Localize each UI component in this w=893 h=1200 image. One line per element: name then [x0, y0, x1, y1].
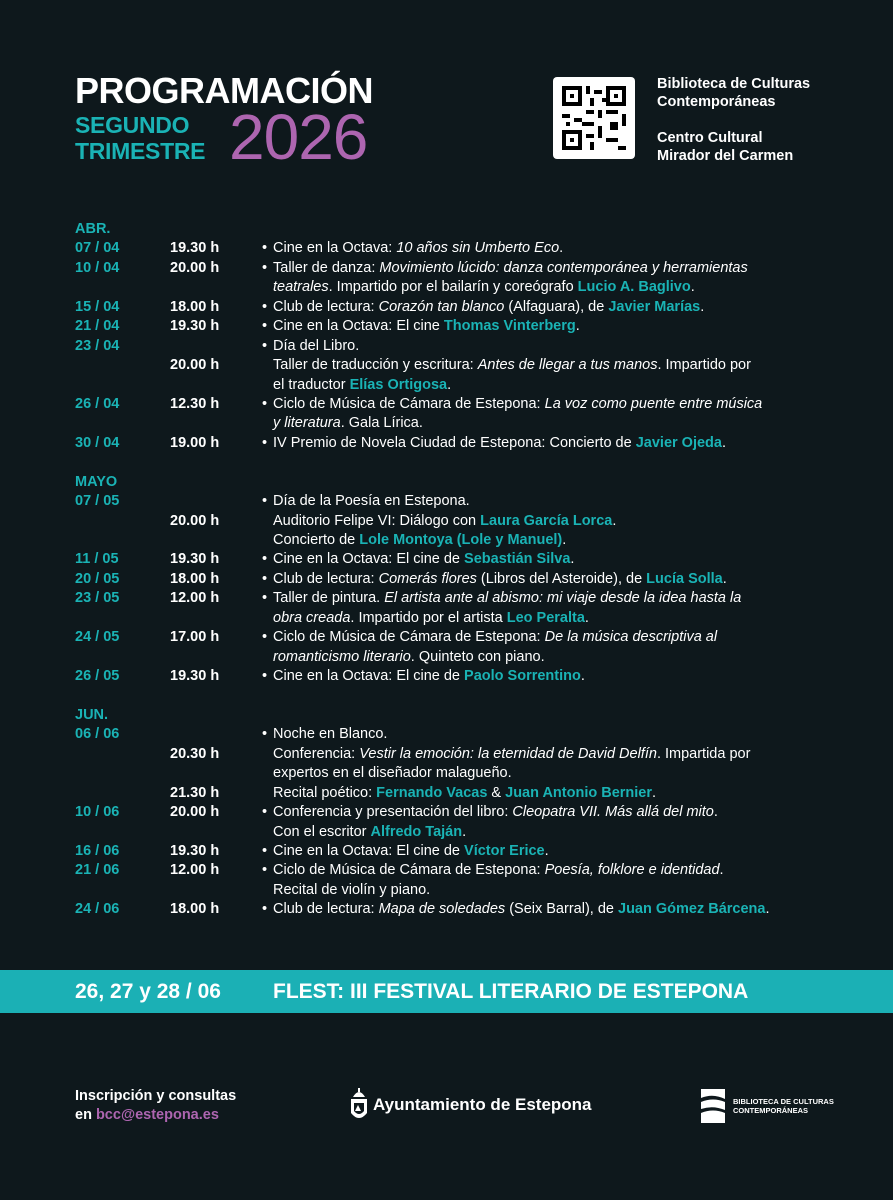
event-text: .	[765, 901, 770, 918]
event-row	[75, 239, 835, 258]
month-label: MAYO	[75, 473, 118, 490]
event-row	[75, 803, 835, 822]
bullet-icon: •	[262, 240, 268, 257]
event-text: Concierto de	[273, 532, 360, 548]
highlighted-name: Lole Montoya (Lole y Manuel)	[359, 532, 563, 548]
event-text: . Impartido por el artista	[350, 609, 507, 626]
event-text: (Seix Barral), de	[505, 901, 618, 918]
event-description	[273, 648, 545, 667]
event-description	[273, 900, 770, 919]
event-time: 19.30 h	[170, 318, 220, 335]
event-description	[273, 278, 695, 297]
event-text: .	[719, 862, 724, 879]
bullet-icon: •	[262, 590, 268, 607]
event-row	[75, 648, 835, 667]
highlighted-name: Juan Gómez Bárcena	[618, 901, 766, 918]
event-row	[75, 570, 835, 589]
event-text: Recital de violín y piano.	[273, 881, 431, 898]
event-row	[75, 531, 835, 550]
event-description	[273, 414, 423, 433]
subtitle-line1: SEGUNDO	[75, 112, 190, 138]
highlighted-name: Alfredo Taján	[370, 823, 463, 840]
event-date: 10 / 04	[75, 259, 120, 276]
bullet-icon: •	[262, 395, 268, 412]
venues	[657, 75, 810, 165]
event-text: .	[690, 279, 695, 296]
event-date: 21 / 06	[75, 862, 120, 879]
event-date: 23 / 05	[75, 590, 120, 607]
event-description	[273, 395, 762, 414]
event-text: Cine en la Octava:	[273, 240, 397, 257]
event-title-italic: La voz como puente entre música	[544, 395, 763, 412]
event-time: 21.30 h	[170, 784, 220, 801]
event-text: .	[559, 240, 564, 257]
event-text: Taller de danza:	[273, 259, 380, 276]
bullet-icon: •	[262, 337, 268, 354]
event-title-italic: 10 años sin Umberto Eco	[396, 240, 560, 257]
highlighted-name: Juan Antonio Bernier	[505, 784, 653, 801]
event-row	[75, 434, 835, 453]
highlighted-name: Javier Ojeda	[635, 434, 722, 451]
event-text: .	[580, 668, 585, 685]
event-text: Ciclo de Música de Cámara de Estepona:	[273, 862, 545, 879]
event-text: Ciclo de Música de Cámara de Estepona:	[273, 629, 545, 646]
event-time: 20.30 h	[170, 745, 220, 762]
event-title-italic: Corazón tan blanco	[378, 298, 505, 315]
event-text: .	[721, 434, 726, 451]
event-row	[75, 414, 835, 433]
bcc-logo-line1: BIBLIOTECA DE CULTURAS	[733, 1097, 834, 1106]
event-text: Noche en Blanco.	[273, 726, 388, 743]
event-description	[273, 239, 563, 258]
highlighted-name: Elías Ortigosa	[349, 376, 448, 393]
event-description	[273, 823, 466, 842]
title-programacion: PROGRAMACIÓN	[75, 70, 373, 111]
event-description	[273, 628, 717, 647]
event-row	[75, 823, 835, 842]
event-row	[75, 628, 835, 647]
highlighted-name: Javier Marías	[608, 298, 701, 315]
event-time: 17.00 h	[170, 629, 220, 646]
event-description	[273, 550, 574, 569]
bullet-icon: •	[262, 901, 268, 918]
event-row	[75, 298, 835, 317]
event-text: Ciclo de Música de Cámara de Estepona:	[273, 395, 545, 412]
event-text: Club de lectura:	[273, 298, 379, 315]
bullet-icon: •	[262, 298, 268, 315]
event-row	[75, 609, 835, 628]
event-title-italic: Antes de llegar a tus manos	[477, 357, 658, 374]
event-description	[273, 298, 704, 317]
event-text: .	[570, 551, 575, 568]
highlighted-name: Paolo Sorrentino	[464, 668, 581, 685]
bullet-icon: •	[262, 862, 268, 879]
event-row	[75, 550, 835, 569]
event-text: .	[544, 843, 549, 859]
event-text: . Impartida por	[656, 745, 751, 762]
event-text: (Alfaguara), de	[504, 298, 609, 315]
event-row	[75, 861, 835, 880]
program-schedule	[75, 220, 835, 939]
event-row	[75, 900, 835, 919]
event-row	[75, 745, 835, 764]
event-row	[75, 667, 835, 686]
event-text: Club de lectura:	[273, 570, 379, 587]
event-date: 24 / 05	[75, 629, 120, 646]
event-text: .	[584, 609, 589, 626]
event-text: Cine en la Octava: El cine de	[273, 668, 465, 685]
event-description	[273, 764, 512, 783]
event-text: .	[447, 376, 452, 393]
bullet-icon: •	[262, 629, 268, 646]
highlighted-name: Víctor Erice	[464, 843, 545, 859]
venue2-line2: Mirador del Carmen	[657, 148, 794, 164]
event-text: .	[562, 532, 567, 548]
qr-code-icon	[562, 86, 626, 150]
highlighted-name: Sebastián Silva	[464, 551, 571, 568]
bcc-logo-line2: CONTEMPORÁNEAS	[733, 1106, 809, 1115]
event-description	[273, 667, 585, 686]
event-description	[273, 725, 387, 744]
event-description	[273, 492, 470, 511]
event-text: .	[612, 512, 617, 529]
month-section	[75, 473, 835, 687]
event-text: Conferencia y presentación del libro:	[273, 804, 513, 821]
event-time: 20.00 h	[170, 357, 220, 374]
month-section	[75, 220, 835, 453]
highlighted-name: Laura García Lorca	[480, 512, 613, 529]
event-date: 07 / 04	[75, 240, 120, 257]
event-date: 26 / 05	[75, 668, 120, 685]
contact-prefix: en	[75, 1107, 96, 1123]
event-description	[273, 609, 589, 628]
event-text: . Impartido por	[657, 357, 751, 374]
event-title-italic: romanticismo literario	[273, 648, 411, 665]
festival-banner	[0, 970, 893, 1013]
event-row	[75, 492, 835, 511]
event-time: 18.00 h	[170, 570, 220, 587]
event-row	[75, 764, 835, 783]
contact-info	[75, 1087, 236, 1125]
event-row	[75, 317, 835, 336]
event-date: 15 / 04	[75, 298, 120, 315]
event-title-italic: y literatura	[273, 415, 341, 432]
bullet-icon: •	[262, 493, 268, 510]
event-text: .	[462, 823, 467, 840]
event-description	[273, 356, 751, 375]
event-text: &	[487, 784, 506, 801]
event-time: 20.00 h	[170, 512, 220, 529]
festival-dates: 26, 27 y 28 / 06	[75, 980, 221, 1003]
event-text: . Quinteto con piano.	[410, 648, 545, 665]
event-text: IV Premio de Novela Ciudad de Estepona: Concierto de	[273, 434, 636, 451]
bcc-logo	[701, 1089, 834, 1123]
event-title-italic: Movimiento lúcido: danza contemporánea y herramientas	[379, 259, 748, 276]
event-date: 26 / 04	[75, 395, 120, 412]
venue1-line2: Contemporáneas	[657, 94, 776, 110]
contact-label: Inscripción y consultas	[75, 1088, 237, 1104]
event-description	[273, 337, 359, 356]
bullet-icon: •	[262, 551, 268, 568]
ayuntamiento-logo	[349, 1087, 592, 1123]
event-time: 12.30 h	[170, 395, 220, 412]
event-text: . Impartido por el bailarín y coreógrafo	[328, 279, 578, 296]
bullet-icon: •	[262, 843, 268, 859]
venue2-line1: Centro Cultural	[657, 130, 763, 146]
subtitle-line2: TRIMESTRE	[75, 138, 206, 164]
event-title-italic: De la música descriptiva al	[544, 629, 718, 646]
event-row	[75, 337, 835, 356]
event-title-italic: teatrales	[273, 279, 329, 296]
bullet-icon: •	[262, 668, 268, 685]
event-text: Cine en la Octava: El cine de	[273, 843, 465, 859]
event-description	[273, 531, 566, 550]
month-label: JUN.	[75, 706, 109, 723]
event-description	[273, 745, 750, 764]
event-date: 21 / 04	[75, 318, 120, 335]
event-title-italic: Poesía, folklore e identidad	[544, 862, 720, 879]
month-label: ABR.	[75, 221, 111, 237]
event-text: Cine en la Octava: El cine de	[273, 551, 465, 568]
bullet-icon: •	[262, 570, 268, 587]
event-title-italic: Cleopatra VII. Más allá del mito	[512, 804, 714, 821]
event-row	[75, 376, 835, 395]
event-description	[273, 881, 430, 900]
ayuntamiento-name: Ayuntamiento de Estepona	[373, 1095, 592, 1114]
event-row	[75, 589, 835, 608]
event-row	[75, 259, 835, 278]
subtitle-trimester	[75, 112, 205, 164]
event-text: (Libros del Asteroide), de	[476, 570, 647, 587]
event-description	[273, 589, 741, 608]
event-date: 23 / 04	[75, 337, 120, 354]
event-time: 18.00 h	[170, 298, 220, 315]
event-date: 30 / 04	[75, 434, 120, 451]
event-date: 06 / 06	[75, 726, 120, 743]
event-row	[75, 512, 835, 531]
email-link[interactable]: bcc@estepona.es	[95, 1107, 219, 1123]
event-text: Día de la Poesía en Estepona.	[273, 493, 470, 510]
highlighted-name: Thomas Vinterberg	[443, 318, 576, 335]
event-time: 18.00 h	[170, 901, 220, 918]
event-description	[273, 317, 580, 336]
event-description	[273, 784, 656, 803]
event-title-italic: Mapa de soledades	[378, 901, 506, 918]
event-description	[273, 376, 451, 395]
event-description	[273, 512, 616, 531]
event-text: Recital poético:	[273, 784, 377, 801]
highlighted-name: Fernando Vacas	[376, 784, 488, 801]
event-description	[273, 434, 726, 453]
event-text: Conferencia:	[273, 745, 360, 762]
event-time: 19.30 h	[170, 240, 220, 257]
bullet-icon: •	[262, 726, 268, 743]
bullet-icon: •	[262, 804, 268, 821]
bullet-icon: •	[262, 259, 268, 276]
event-time: 19.00 h	[170, 434, 220, 451]
coat-of-arms-icon	[349, 1087, 369, 1123]
event-date: 16 / 06	[75, 843, 120, 859]
venue1-line1: Biblioteca de Culturas	[657, 76, 811, 92]
event-text: . Gala Lírica.	[340, 415, 423, 432]
event-description	[273, 570, 727, 589]
event-title-italic: Vestir la emoción: la eternidad de David Delfín	[359, 745, 657, 762]
event-text: .	[575, 318, 580, 335]
month-section	[75, 706, 835, 920]
bcc-logo-icon	[701, 1089, 725, 1123]
event-row	[75, 784, 835, 803]
event-text: Club de lectura:	[273, 901, 379, 918]
bullet-icon: •	[262, 318, 268, 335]
highlighted-name: Leo Peralta	[506, 609, 585, 626]
event-time: 20.00 h	[170, 804, 220, 821]
event-description	[273, 259, 748, 278]
event-date: 20 / 05	[75, 570, 120, 587]
event-text: .	[722, 570, 727, 587]
event-date: 07 / 05	[75, 493, 120, 510]
festival-title: FLEST: III FESTIVAL LITERARIO DE ESTEPONA	[273, 980, 749, 1003]
event-row	[75, 725, 835, 744]
event-row	[75, 842, 835, 861]
event-time: 19.30 h	[170, 668, 220, 685]
event-text: .	[652, 784, 657, 801]
event-time: 19.30 h	[170, 551, 220, 568]
highlighted-name: Lucio A. Baglivo	[577, 279, 691, 296]
qr-code[interactable]	[553, 77, 635, 159]
event-row	[75, 356, 835, 375]
highlighted-name: Lucía Solla	[646, 570, 723, 587]
event-text: .	[700, 298, 705, 315]
event-description	[273, 861, 724, 880]
event-text: Día del Libro.	[273, 337, 360, 354]
event-title-italic: El artista ante al abismo: mi viaje desde la idea hasta la	[384, 590, 742, 607]
year: 2026	[229, 101, 368, 173]
event-date: 11 / 05	[75, 551, 119, 568]
event-title-italic: Comerás flores	[378, 570, 477, 587]
event-text: Auditorio Felipe VI: Diálogo con	[273, 512, 481, 529]
event-description	[273, 842, 549, 861]
event-text: Cine en la Octava: El cine	[273, 318, 444, 335]
event-time: 12.00 h	[170, 590, 220, 607]
event-row	[75, 881, 835, 900]
event-text: Taller de traducción y escritura:	[273, 357, 478, 374]
event-time: 20.00 h	[170, 259, 220, 276]
event-row	[75, 278, 835, 297]
event-text: Con el escritor	[273, 823, 371, 840]
event-row	[75, 395, 835, 414]
event-description	[273, 803, 718, 822]
event-text: el traductor	[273, 376, 350, 393]
event-time: 12.00 h	[170, 862, 220, 879]
event-title-italic: obra creada	[273, 609, 351, 626]
bullet-icon: •	[262, 434, 268, 451]
event-text: Taller de pintura.	[273, 590, 385, 607]
event-date: 24 / 06	[75, 901, 120, 918]
poster-title	[75, 70, 373, 173]
event-date: 10 / 06	[75, 804, 120, 821]
event-text: .	[713, 804, 718, 821]
event-time: 19.30 h	[170, 843, 220, 859]
event-text: expertos en el diseñador malagueño.	[273, 765, 512, 782]
